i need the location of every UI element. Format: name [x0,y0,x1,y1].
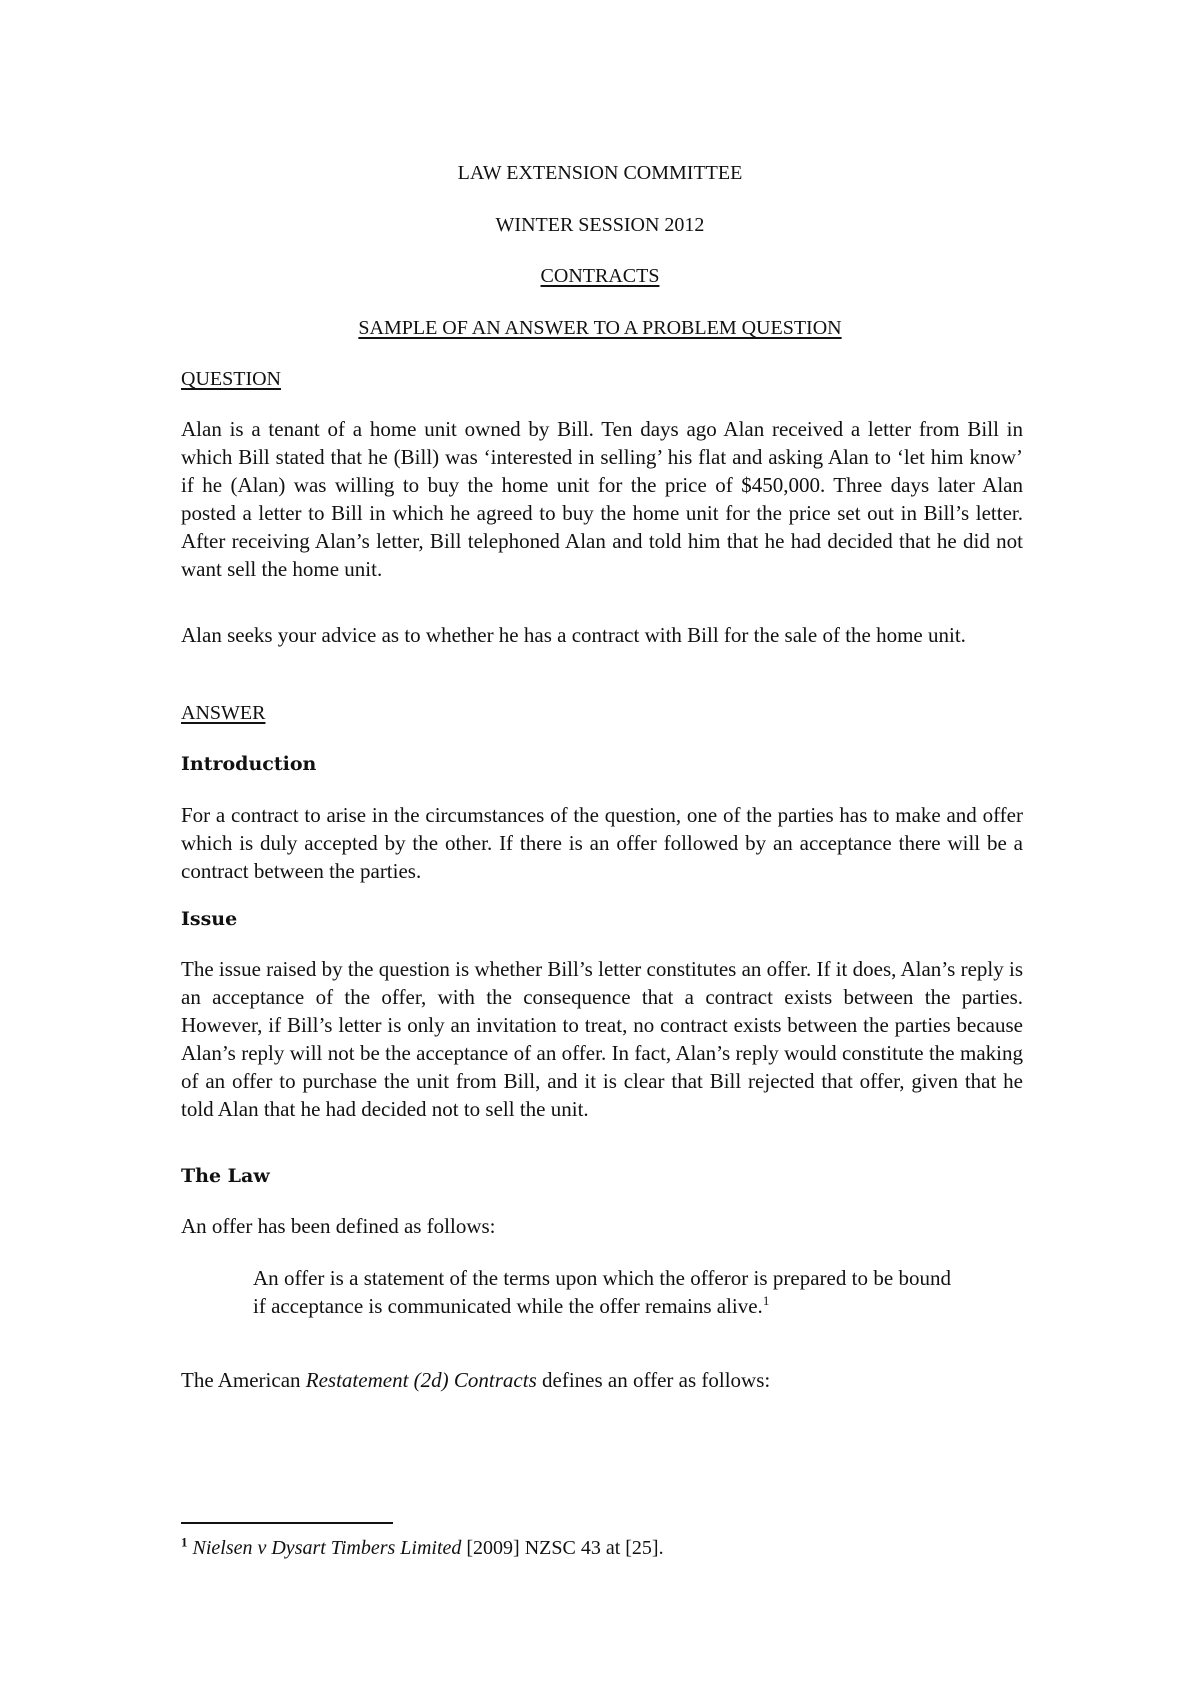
session-title: WINTER SESSION 2012 [495,214,705,236]
question-paragraph-2: Alan seeks your advice as to whether he has a contract with Bill for the sale of the home unit. [181,623,966,647]
introduction-heading: Introduction [181,753,317,775]
committee-title: LAW EXTENSION COMMITTEE [457,162,743,184]
law-intro-paragraph: An offer has been defined as follows: [181,1214,496,1238]
footnote-divider [181,1522,393,1524]
footnote-number: 1 [181,1534,188,1550]
quote-text: An offer is a statement of the terms upon which the offeror is prepared to be bound if acceptance is communicated while the offer remains alive. [253,1266,951,1318]
footnote-reference: 1 [762,1293,770,1308]
question-heading: QUESTION [181,368,281,390]
answer-heading: ANSWER [181,702,266,724]
subject-title: CONTRACTS [540,265,660,287]
restatement-paragraph [181,1366,1023,1394]
issue-heading: Issue [181,908,238,930]
offer-definition-quote [253,1264,951,1320]
footnote-citation: [2009] NZSC 43 at [25]. [461,1537,664,1559]
footnote [181,1536,664,1560]
question-paragraph-1: Alan is a tenant of a home unit owned by Bill. Ten days ago Alan received a letter from Bill in which Bill stated that he (Bill) was ‘interested in selling’ his flat and asking Alan to ‘let him know’ if he (Alan) was willing to buy the home unit for the price of $450,000. Three days later Alan posted a letter to Bill in which he agreed to buy the home unit for the price set out in Bill’s letter. After receiving Alan’s letter, Bill telephoned Alan and told him that he had decided that he did not want sell the home unit. [181,417,1023,581]
restatement-prefix: The American [181,1368,306,1392]
restatement-title: Restatement (2d) Contracts [305,1368,537,1392]
law-heading: The Law [181,1165,270,1187]
introduction-paragraph: For a contract to arise in the circumstances of the question, one of the parties has to make and offer which is duly accepted by the other. If there is an offer followed by an acceptance there will be a contract between the parties. [181,803,1023,883]
document-title: SAMPLE OF AN ANSWER TO A PROBLEM QUESTION [358,317,842,339]
issue-paragraph: The issue raised by the question is whether Bill’s letter constitutes an offer. If it does, Alan’s reply is an acceptance of the offer, with the consequence that a contract exists between the parties. However, if Bill’s letter is only an invitation to treat, no contract exists between the parties because Alan’s reply will not be the acceptance of an offer. In fact, Alan’s reply would constitute the making of an offer to purchase the unit from Bill, and it is clear that Bill rejected that offer, given that he told Alan that he had decided not to sell the unit. [181,957,1023,1121]
footnote-case-name: Nielsen v Dysart Timbers Limited [192,1537,462,1559]
restatement-suffix: defines an offer as follows: [536,1368,771,1392]
